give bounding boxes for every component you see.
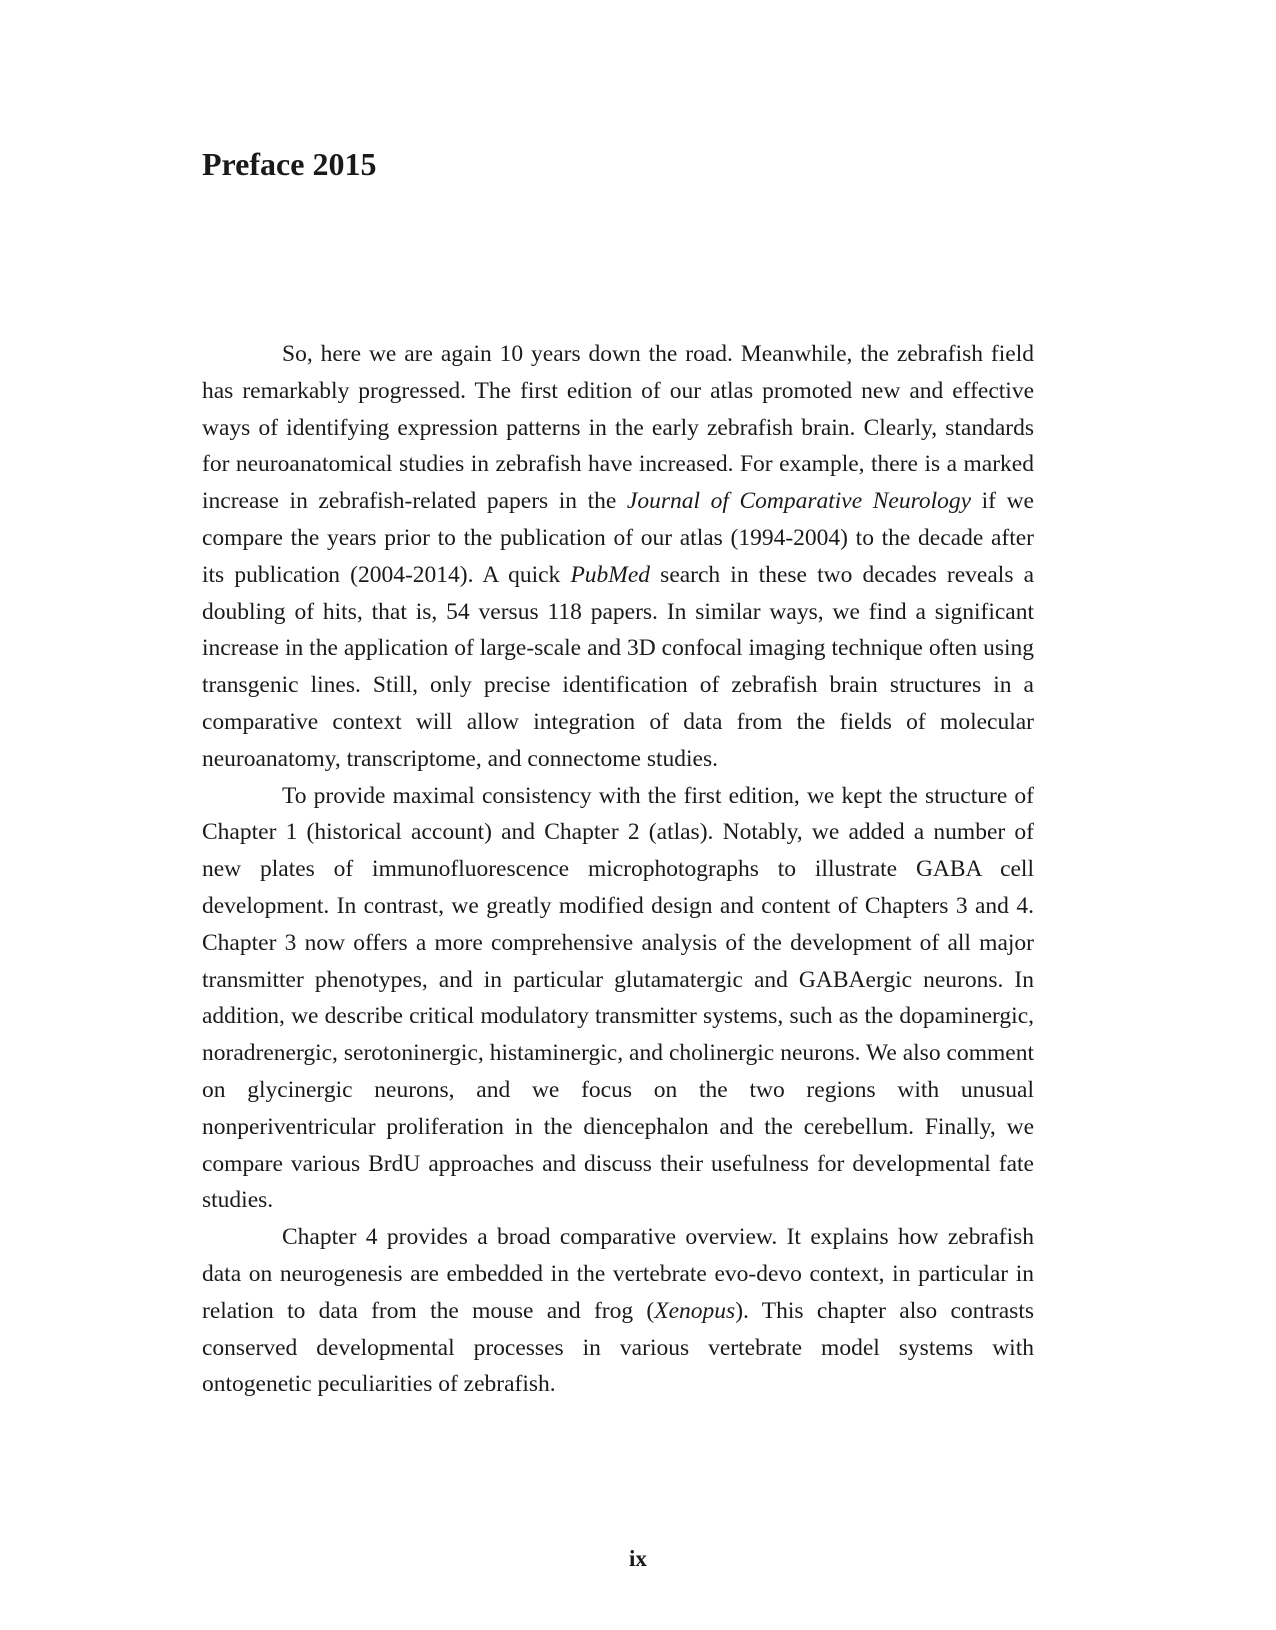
italic-text-segment: Journal of Comparative Neurology	[626, 488, 972, 515]
preface-body	[202, 336, 1034, 1403]
text-segment: So, here we are again 10 years down the road. Meanwhile, the zebrafish field has remarkably progressed. The first edition of our atlas promoted new and effective ways of identifying expression patterns in the early zebrafish brain. Clearly, standards for neuroanatomical studies in zebrafish have increased. For example, there is a marked increase in zebrafish-related papers in the	[202, 341, 1034, 515]
page-title: Preface 2015	[202, 146, 377, 182]
paragraph	[202, 336, 1034, 778]
text-segment: To provide maximal consistency with the first edition, we kept the structure of Chapter 1 (historical account) and Chapter 2 (atlas). Notably, we added a number of new plates of immunofluorescence microphotographs to illustrate GABA cell development. In contrast, we greatly modified design and content of Chapters 3 and 4. Chapter 3 now offers a more comprehensive analysis of the development of all major transmitter phenotypes, and in particular glutamatergic and GABAergic neurons. In addition, we describe critical modulatory transmitter systems, such as the dopaminergic, noradrenergic, serotoninergic, histaminergic, and cholinergic neurons. We also comment on glycinergic neurons, and we focus on the two regions with unusual nonperiventricular proliferation in the diencephalon and the cerebellum. Finally, we compare various BrdU approaches and discuss their usefulness for developmental fate studies.	[202, 782, 1034, 1214]
paragraph	[202, 1219, 1034, 1403]
text-segment: Chapter 4 provides a broad comparative overview. It explains how zebrafish data on neurogenesis are embedded in the vertebrate evo-devo context, in particular in relation to data from the mouse and frog (	[202, 1224, 1034, 1324]
text-segment: search in these two decades reveals a doubling of hits, that is, 54 versus 118 papers. In similar ways, we find a significant increase in the application of large-scale and 3D confocal imaging technique often using transgenic lines. Still, only precise identification of zebrafish brain structures in a comparative context will allow integration of data from the fields of molecular neuroanatomy, transcriptome, and connectome studies.	[202, 561, 1035, 772]
page-number: ix	[629, 1546, 647, 1571]
italic-text-segment: PubMed	[570, 561, 651, 588]
text-segment: if we compare the years prior to the publication of our atlas (1994-2004) to the decade after its publication (2004-2014). A quick	[202, 488, 1034, 588]
text-segment: ). This chapter also contrasts conserved developmental processes in various vertebrate model systems with ontogenetic peculiarities of zebrafish.	[202, 1297, 1034, 1398]
italic-text-segment: Xenopus	[654, 1297, 736, 1324]
paragraph	[202, 778, 1034, 1220]
